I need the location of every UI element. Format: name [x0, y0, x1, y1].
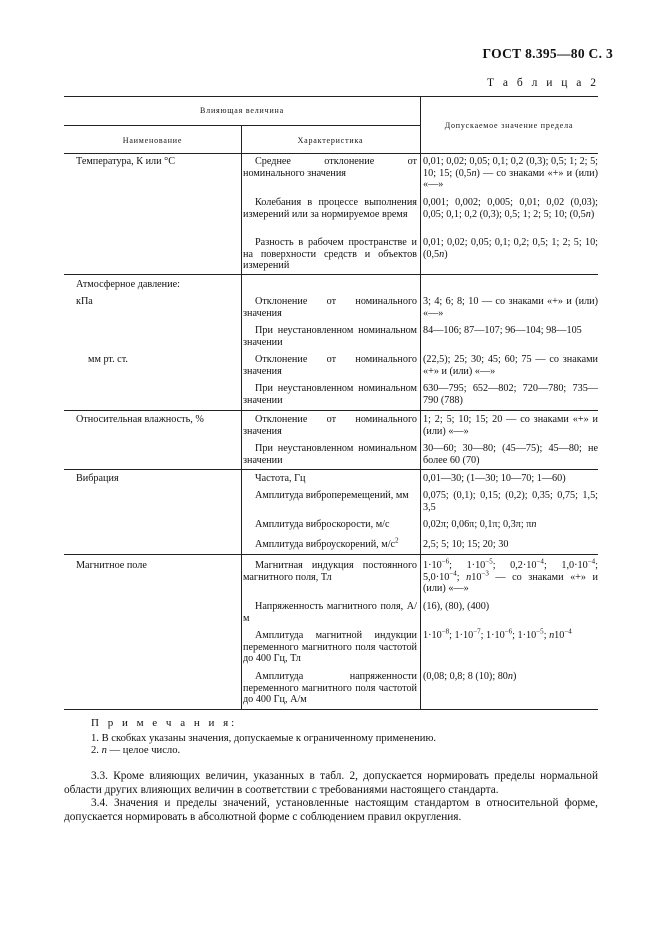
note-1: 1. В скобках указаны значения, допускаемые к ограниченному применению.: [91, 733, 437, 744]
paragraph-3-3: 3.3. Кроме влияющих величин, указанных в табл. 2, допускается нормировать пределы нормальной области других влияющих величин в соответствии с требованиями настоящего стандарта.: [64, 770, 598, 796]
vib-char-3: Амплитуда виброскорости, м/с: [255, 519, 390, 530]
mag-value-2: (16), (80), (400): [423, 601, 490, 612]
hum-value-2: 30—60; 30—80; (45—75); 45—80; не более 60 (70): [423, 443, 598, 466]
table-head-group: Влияющая величина: [200, 106, 284, 115]
kpa-char-1: Отклонение от номинального значения: [243, 296, 417, 319]
row-name-pressure: Атмосферное давление:: [76, 279, 180, 290]
row-name-humidity: Относительная влажность, %: [76, 414, 204, 425]
kpa-value-1: 3; 4; 6; 8; 10 — со знаками «+» и (или) «—»: [423, 296, 598, 319]
vib-value-3: 0,02π; 0,06π; 0,1π; 0,3π; πn: [423, 519, 537, 530]
row-name-vibration: Вибрация: [76, 473, 119, 484]
vib-char-1: Частота, Гц: [255, 473, 306, 484]
mag-char-2: Напряженность магнитного поля, А/м: [243, 601, 417, 624]
table-caption: Т а б л и ц а 2: [486, 77, 599, 89]
mag-value-4: (0,08; 0,8; 8 (10); 80n): [423, 671, 517, 682]
mm-char-1: Отклонение от номинального значения: [243, 354, 417, 377]
vib-value-2: 0,075; (0,1); 0,15; (0,2); 0,35; 0,75; 1,5; 3,5: [423, 490, 598, 513]
pressure-unit-mmhg: мм рт. ст.: [88, 354, 128, 365]
table-head-characteristic: Характеристика: [297, 136, 364, 145]
vib-value-1: 0,01—30; (1—30; 10—70; 1—60): [423, 473, 566, 484]
temp-char-1: Среднее отклонение от номинального значения: [243, 156, 417, 179]
temp-char-3: Разность в рабочем пространстве и на поверхности средств и объектов измерений: [243, 237, 417, 272]
mm-value-2: 630—795; 652—802; 720—780; 735—790 (788): [423, 383, 598, 406]
kpa-value-2: 84—106; 87—107; 96—104; 98—105: [423, 325, 582, 336]
temp-char-2: Колебания в процессе выполнения измерений или за нормируемое время: [243, 197, 417, 220]
temp-value-3: 0,01; 0,02; 0,05; 0,1; 0,2; 0,5; 1; 2; 5; 10; (0,5n): [423, 237, 598, 260]
vib-char-2: Амплитуда виброперемещений, мм: [255, 490, 409, 501]
row-name-temperature: Температура, К или °С: [76, 156, 175, 167]
mag-char-1: Магнитная индукция постоянного магнитного поля, Тл: [243, 560, 417, 583]
hum-value-1: 1; 2; 5; 10; 15; 20 — со знаками «+» и (или) «—»: [423, 414, 598, 437]
table-head-value: Допускаемое значение предела: [444, 121, 574, 130]
paragraph-3-4: 3.4. Значения и пределы значений, установленные настоящим стандартом в относительной форме, допускается нормировать в абсолютной форме с соблюдением правил округления.: [64, 797, 598, 823]
notes-title: П р и м е ч а н и я:: [91, 717, 238, 729]
mm-char-2: При неустановленном номинальном значении: [243, 383, 417, 406]
hum-char-1: Отклонение от номинального значения: [243, 414, 417, 437]
table-head-name: Наименование: [122, 136, 183, 145]
row-name-magnetic: Магнитное поле: [76, 560, 147, 571]
mag-char-3: Амплитуда магнитной индукции переменного магнитного поля частотой до 400 Гц, Тл: [243, 630, 417, 665]
kpa-char-2: При неустановленном номинальном значении: [243, 325, 417, 348]
vib-value-4: 2,5; 5; 10; 15; 20; 30: [423, 539, 509, 550]
mag-value-3: $1\cdot 10^{-8}$; $1\cdot 10^{-7}$; $1\cdot 10^{-6}$; $1\cdot 10^{-5}$; $n10^{-4}$: [423, 627, 572, 641]
mm-value-1: (22,5); 25; 30; 45; 60; 75 — со знаками «+» и (или) «—»: [423, 354, 598, 377]
temp-value-2: 0,001; 0,002; 0,005; 0,01; 0,02 (0,03); 0,05; 0,1; 0,2 (0,3); 0,5; 1; 2; 5; 10; (0,5n): [423, 197, 598, 220]
mag-char-4: Амплитуда напряженности переменного магнитного поля частотой до 400 Гц, А/м: [243, 671, 417, 706]
temp-value-1: 0,01; 0,02; 0,05; 0,1; 0,2 (0,3); 0,5; 1; 2; 5; 10; 15; (0,5n) — со знаками «+» и (или) «—»: [423, 156, 598, 191]
page-header: ГОСТ 8.395—80 С. 3: [482, 46, 613, 61]
pressure-unit-kpa: кПа: [76, 296, 93, 307]
mag-value-1: $1\cdot 10^{-6}$; $1\cdot 10^{-5}$; $0,2\cdot 10^{-4}$; $1,0\cdot 10^{-4}$; $5,0\cdot 10^{-4}$; $n10^{-3}$ — со знаками «+» и (или) «—»: [423, 557, 598, 595]
hum-char-2: При неустановленном номинальном значении: [243, 443, 417, 466]
vib-char-4: Амплитуда виброускорений, $м/с^2$: [255, 536, 399, 550]
note-2: 2. n — целое число.: [91, 745, 181, 756]
